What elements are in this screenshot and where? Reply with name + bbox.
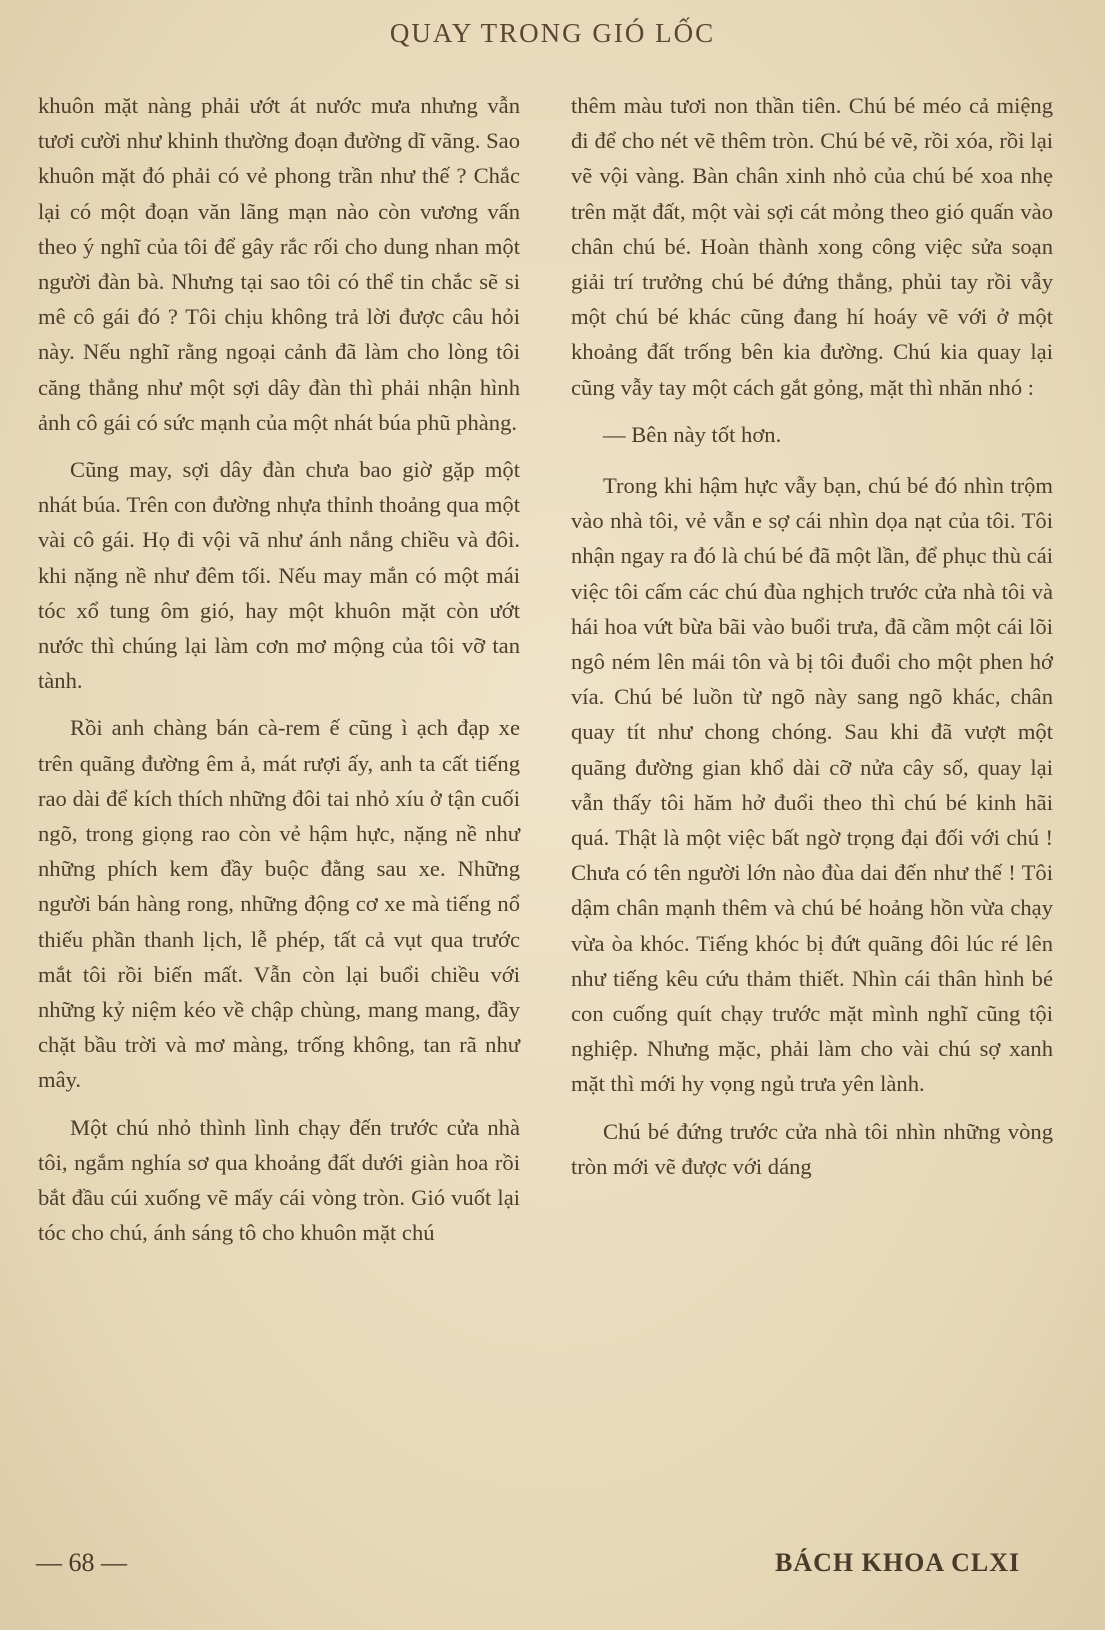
right-paragraph-1: thêm màu tươi non thần tiên. Chú bé méo cả miệng đi để cho nét vẽ thêm tròn. Chú bé vẽ, rồi xóa, rồi lại vẽ vội vàng. Bàn chân xinh nhỏ của chú bé xoa nhẹ trên mặt đất, một vài sợi cát mỏng theo gió quấn vào chân chú bé. Hoàn thành xong công việc sửa soạn giải trí trưởng chú bé đứng thẳng, phủi tay rồi vẫy một chú bé khác cũng đang hí hoáy vẽ với ở một khoảng đất trống bên kia đường. Chú kia quay lại cũng vẫy tay một cách gắt gỏng, mặt thì nhăn nhó : [571,93,1053,400]
left-column [38,88,520,1263]
left-paragraph-1: khuôn mặt nàng phải ướt át nước mưa nhưng vẫn tươi cười như khinh thường đoạn đường dĩ vãng. Sao khuôn mặt đó phải có vẻ phong trần như thế ? Chắc lại có một đoạn văn lãng mạn nào còn vương vấn theo ý nghĩ của tôi để gây rắc rối cho dung nhan một người đàn bà. Nhưng tại sao tôi có thể tin chắc sẽ si mê cô gái đó ? Tôi chịu không trả lời được câu hỏi này. Nếu nghĩ rằng ngoại cảnh đã làm cho lòng tôi căng thẳng như một sợi dây đàn thì phải nhận hình ảnh cô gái có sức mạnh của một nhát búa phũ phàng. [38,93,520,435]
right-paragraph-2: Trong khi hậm hực vẫy bạn, chú bé đó nhìn trộm vào nhà tôi, vẻ vẫn e sợ cái nhìn dọa nạt của tôi. Tôi nhận ngay ra đó là chú bé đã một lần, để phục thù cái việc tôi cấm các chú đùa nghịch trước cửa nhà tôi và hái hoa vứt bừa bãi vào buổi trưa, đã cầm một cái lõi ngô ném lên mái tôn và bị tôi đuổi cho một phen hớ vía. Chú bé luồn từ ngõ này sang ngõ khác, chân quay tít như chong chóng. Sau khi đã vượt một quãng đường gian khổ dài cỡ nửa cây số, quay lại vẫn thấy tôi hăm hở đuổi theo thì chú bé kinh hãi quá. Thật là một việc bất ngờ trọng đại đối với chú ! Chưa có tên người lớn nào đùa dai đến như thế ! Tôi dậm chân mạnh thêm và chú bé hoảng hồn vừa chạy vừa òa khóc. Tiếng khóc bị đứt quãng đôi lúc ré lên như tiếng kêu cứu thảm thiết. Nhìn cái thân hình bé con cuống quít chạy trước mặt mình nghĩ cũng tội nghiệp. Nhưng mặc, phải làm cho vài chú sợ xanh mặt thì mới hy vọng ngủ trưa yên lành. [571,473,1053,1097]
right-column [571,88,1053,1196]
page-number: — 68 — [36,1548,127,1577]
running-head: QUAY TRONG GIÓ LỐC [389,18,716,48]
left-paragraph-3: Rồi anh chàng bán cà-rem ế cũng ì ạch đạp xe trên quãng đường êm ả, mát rượi ấy, anh ta cất tiếng rao dài để kích thích những đôi tai nhỏ xíu ở tận cuối ngõ, trong giọng rao còn vẻ hậm hực, nặng nề như những phích kem đầy buộc đằng sau xe. Những người bán hàng rong, những động cơ xe mà tiếng nổ thiếu phần thanh lịch, lễ phép, tất cả vụt qua trước mắt tôi rồi biến mất. Vẫn còn lại buổi chiều với những kỷ niệm kéo về chập chùng, mang mang, đầy chặt bầu trời và mơ màng, trống không, tan rã như mây. [38,715,520,1093]
right-paragraph-3: Chú bé đứng trước cửa nhà tôi nhìn những vòng tròn mới vẽ được với dáng [571,1118,1053,1179]
left-paragraph-4: Một chú nhỏ thình lình chạy đến trước cửa nhà tôi, ngắm nghía sơ qua khoảng đất dưới giàn hoa rồi bắt đầu cúi xuống vẽ mấy cái vòng tròn. Gió vuốt lại tóc cho chú, ánh sáng tô cho khuôn mặt chú [38,1114,520,1246]
left-paragraph-2: Cũng may, sợi dây đàn chưa bao giờ gặp một nhát búa. Trên con đường nhựa thỉnh thoảng qua một vài cô gái. Họ đi vội vã như ánh nắng chiều và đôi. khi nặng nề như đêm tối. Nếu may mắn có một mái tóc xổ tung ôm gió, hay một khuôn mặt còn ướt nước thì chúng lại làm cơn mơ mộng của tôi vỡ tan tành. [38,457,520,694]
dialogue-line: — Bên này tốt hơn. [603,421,782,447]
magazine-issue: BÁCH KHOA CLXI [775,1548,1021,1577]
